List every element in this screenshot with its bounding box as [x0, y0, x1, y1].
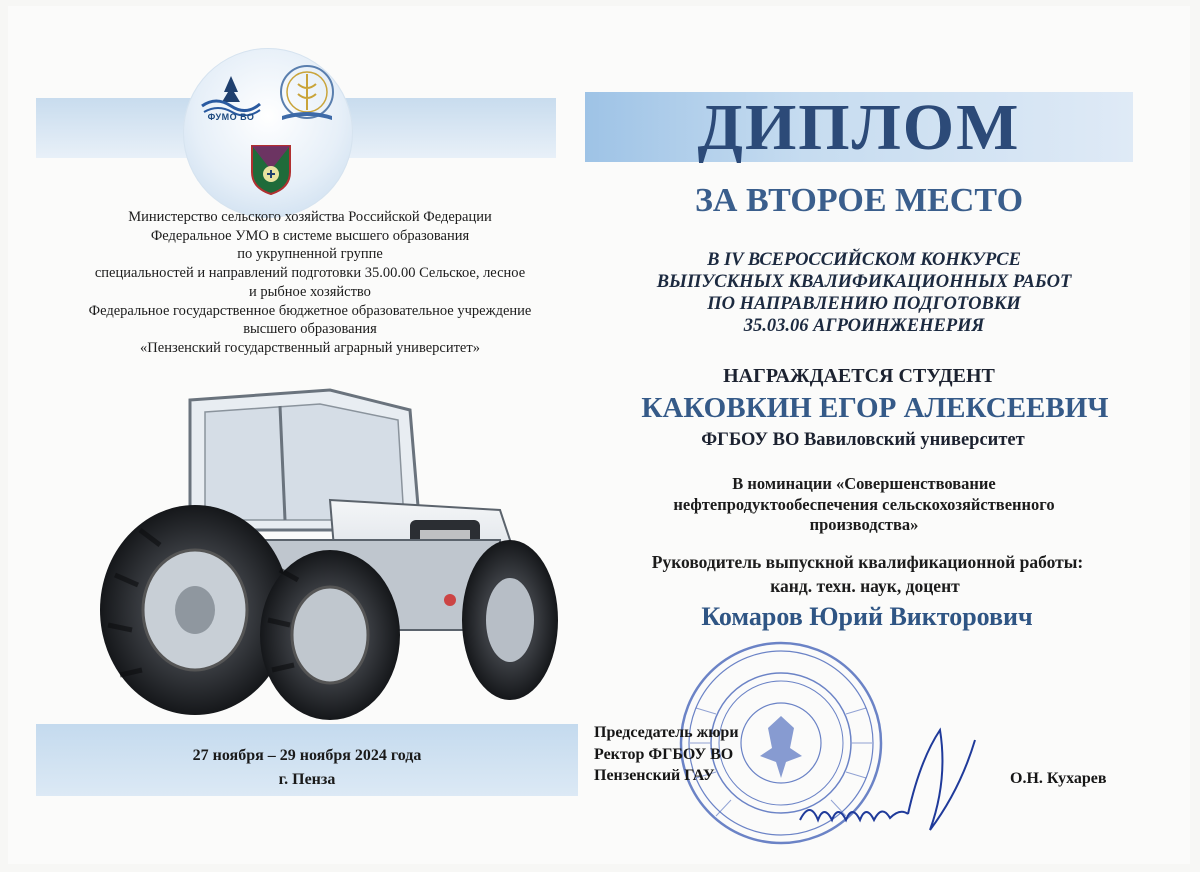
- supervisor-degree: канд. техн. наук, доцент: [770, 576, 960, 596]
- student-name: КАКОВКИН ЕГОР АЛЕКСЕЕВИЧ: [641, 392, 1109, 424]
- event-info: [36, 744, 578, 792]
- nomination-line: нефтепродуктообеспечения сельскохозяйственного: [673, 494, 1055, 514]
- org-line: специальностей и направлений подготовки 35.00.00 Сельское, лесное: [94, 265, 526, 282]
- fumo-logo-label: ФУМО ВО: [207, 112, 255, 122]
- chair-line: Пензенский ГАУ: [594, 767, 715, 784]
- shield-emblem-icon: [248, 142, 294, 196]
- nomination-line: В номинации «Совершенствование: [732, 474, 996, 493]
- signer-name: О.Н. Кухарев: [1010, 770, 1107, 787]
- tractor-image: [80, 380, 560, 720]
- nomination-block: [590, 474, 1138, 536]
- contest-line: ВЫПУСКНЫХ КВАЛИФИКАЦИОННЫХ РАБОТ: [656, 272, 1072, 292]
- chair-line: Председатель жюри: [594, 724, 739, 741]
- chair-line: Ректор ФГБОУ ВО: [594, 745, 734, 763]
- awarded-label: НАГРАЖДАЕТСЯ СТУДЕНТ: [723, 365, 995, 387]
- event-dates: 27 ноября – 29 ноября 2024 года: [192, 747, 422, 764]
- org-line: и рыбное хозяйство: [249, 283, 371, 300]
- contest-line: 35.03.06 АГРОИНЖЕНЕРИЯ: [743, 316, 985, 336]
- org-line: Федеральное УМО в системе высшего образования: [150, 227, 470, 244]
- place-heading: ЗА ВТОРОЕ МЕСТО: [694, 182, 1024, 219]
- supervisor-name: Комаров Юрий Викторович: [701, 602, 1033, 631]
- contest-line: ПО НАПРАВЛЕНИЮ ПОДГОТОВКИ: [707, 294, 1021, 314]
- org-line: «Пензенский государственный аграрный университет»: [140, 339, 480, 356]
- diploma-title: ДИПЛОМ: [697, 91, 1021, 164]
- event-city: г. Пенза: [278, 771, 336, 788]
- org-line: высшего образования: [243, 321, 377, 338]
- org-line: Федеральное государственное бюджетное образовательное учреждение: [88, 302, 532, 319]
- student-university: ФГБОУ ВО Вавиловский университет: [701, 430, 1025, 450]
- contest-line: В IV ВСЕРОССИЙСКОМ КОНКУРСЕ: [707, 250, 1021, 270]
- handwritten-signature: [790, 720, 990, 840]
- organization-block: [30, 208, 590, 358]
- org-line: по укрупненной группе: [237, 246, 383, 263]
- university-emblem-icon: [272, 62, 342, 126]
- org-line: Министерство сельского хозяйства Российской Федерации: [128, 209, 492, 225]
- contest-block: [590, 249, 1138, 337]
- nomination-line: производства»: [809, 515, 919, 534]
- fumo-logo-icon: [198, 72, 264, 116]
- supervisor-label: Руководитель выпускной квалификационной работы:: [651, 552, 1084, 572]
